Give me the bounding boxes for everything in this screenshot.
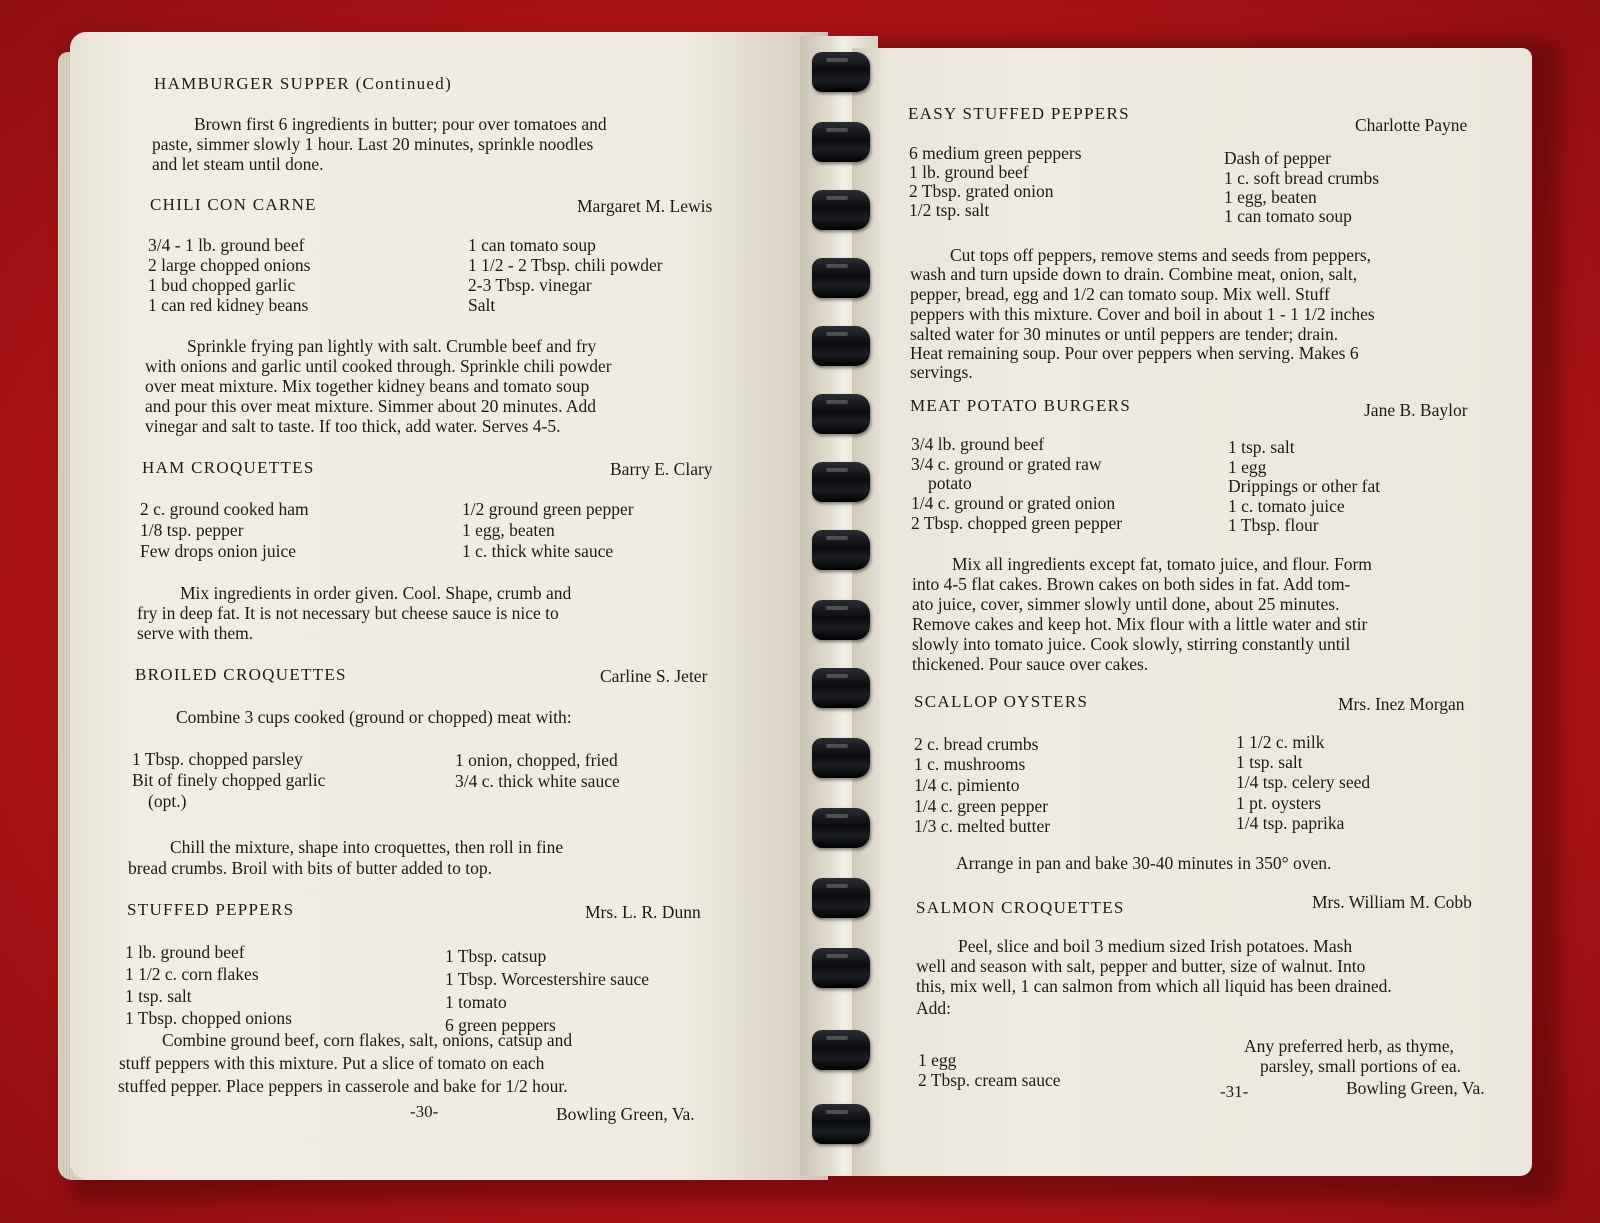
- recipe-title: BROILED CROQUETTES: [135, 665, 347, 684]
- recipe-author: Margaret M. Lewis: [577, 196, 713, 216]
- paragraph-line: peppers with this mixture. Cover and boil in about 1 - 1 1/2 inches: [910, 304, 1375, 324]
- ingredient: Salt: [468, 295, 496, 315]
- paragraph-line: and pour this over meat mixture. Simmer about 20 minutes. Add: [145, 396, 597, 416]
- ingredient: 3/4 c. thick white sauce: [455, 771, 620, 791]
- ingredient: Few drops onion juice: [140, 541, 297, 561]
- paragraph-line: Add:: [916, 998, 951, 1018]
- paragraph-line: ato juice, cover, simmer slowly until done, about 25 minutes.: [912, 594, 1340, 614]
- paragraph-line: Combine 3 cups cooked (ground or chopped) meat with:: [176, 707, 572, 727]
- recipe-title: HAM CROQUETTES: [142, 458, 315, 477]
- ingredient: 2 c. ground cooked ham: [140, 499, 309, 519]
- binding-coil: [812, 1104, 870, 1144]
- paragraph-line: thickened. Pour sauce over cakes.: [912, 654, 1149, 674]
- paragraph-line: Remove cakes and keep hot. Mix flour with a little water and stir: [912, 614, 1368, 634]
- ingredient: 1 lb. ground beef: [909, 162, 1029, 182]
- page-number: -30-: [410, 1102, 439, 1121]
- paragraph-line: Chill the mixture, shape into croquettes, then roll in fine: [170, 837, 564, 857]
- recipe-title: EASY STUFFED PEPPERS: [908, 104, 1130, 123]
- paragraph-line: stuffed pepper. Place peppers in casserole and bake for 1/2 hour.: [118, 1076, 568, 1096]
- left-page: [70, 32, 828, 1180]
- paragraph-line: Peel, slice and boil 3 medium sized Irish potatoes. Mash: [958, 936, 1353, 956]
- paragraph-line: serve with them.: [137, 623, 254, 643]
- recipe-author: Charlotte Payne: [1355, 115, 1468, 135]
- binding-coil: [812, 394, 870, 434]
- recipe-title: SCALLOP OYSTERS: [914, 692, 1089, 711]
- ingredient: 1 bud chopped garlic: [148, 275, 296, 295]
- paragraph-line: this, mix well, 1 can salmon from which all liquid has been drained.: [916, 976, 1392, 996]
- recipe-title: MEAT POTATO BURGERS: [910, 396, 1132, 415]
- paragraph-line: Brown first 6 ingredients in butter; pour over tomatoes and: [194, 114, 607, 134]
- ingredient: 1 tsp. salt: [125, 986, 192, 1006]
- ingredient: 1/8 tsp. pepper: [140, 520, 244, 540]
- ingredient: 1/4 tsp. paprika: [1236, 813, 1345, 833]
- ingredient: 1 tsp. salt: [1236, 752, 1303, 772]
- ingredient: 1 Tbsp. chopped onions: [125, 1008, 292, 1028]
- paragraph-line: over meat mixture. Mix together kidney beans and tomato soup: [145, 376, 590, 396]
- paragraph-line: well and season with salt, pepper and butter, size of walnut. Into: [916, 956, 1366, 976]
- recipe-author: Carline S. Jeter: [600, 666, 708, 686]
- ingredient: 1 c. soft bread crumbs: [1224, 168, 1380, 188]
- paragraph-line: Mix ingredients in order given. Cool. Shape, crumb and: [180, 583, 572, 603]
- ingredient: Dash of pepper: [1224, 148, 1331, 168]
- recipe-title: SALMON CROQUETTES: [916, 898, 1125, 917]
- ingredient: 2 Tbsp. chopped green pepper: [911, 513, 1123, 533]
- paragraph-line: Mix all ingredients except fat, tomato juice, and flour. Form: [952, 554, 1372, 574]
- ingredient: 1/4 c. green pepper: [914, 796, 1049, 816]
- binding-coil: [812, 878, 870, 918]
- ingredient: 1 Tbsp. chopped parsley: [132, 749, 303, 769]
- ingredient: 2 Tbsp. cream sauce: [918, 1070, 1061, 1090]
- ingredient: 2 c. bread crumbs: [914, 734, 1039, 754]
- ingredient: 1/4 c. pimiento: [914, 775, 1020, 795]
- ingredient: 2 large chopped onions: [148, 255, 311, 275]
- ingredient: Bit of finely chopped garlic: [132, 770, 326, 790]
- ingredient: 1 can tomato soup: [1224, 206, 1352, 226]
- ingredient: potato: [928, 473, 972, 493]
- ingredient: 1/4 c. ground or grated onion: [911, 493, 1116, 513]
- ingredient: 1 egg: [918, 1050, 957, 1070]
- paragraph-line: into 4-5 flat cakes. Brown cakes on both sides in fat. Add tom-: [912, 574, 1351, 594]
- ingredient: Drippings or other fat: [1228, 476, 1381, 496]
- binding-coil: [812, 530, 870, 570]
- binding-coil: [812, 258, 870, 298]
- recipe-author: Mrs. Inez Morgan: [1338, 694, 1465, 714]
- ingredient: 1/2 tsp. salt: [909, 200, 990, 220]
- paragraph-line: salted water for 30 minutes or until peppers are tender; drain.: [910, 324, 1339, 344]
- ingredient: 1 1/2 c. corn flakes: [125, 964, 259, 984]
- paragraph-line: Sprinkle frying pan lightly with salt. Crumble beef and fry: [187, 336, 597, 356]
- recipe-author: Jane B. Baylor: [1364, 400, 1468, 420]
- recipe-title: CHILI CON CARNE: [150, 195, 317, 214]
- ingredient: 1 can tomato soup: [468, 235, 596, 255]
- binding-coil: [812, 52, 870, 92]
- recipe-author: Barry E. Clary: [610, 459, 713, 479]
- ingredient: 6 green peppers: [445, 1015, 556, 1035]
- binding-coil: [812, 462, 870, 502]
- ingredient: 1 tomato: [445, 992, 507, 1012]
- ingredient: 2-3 Tbsp. vinegar: [468, 275, 592, 295]
- ingredient: 1 1/2 - 2 Tbsp. chili powder: [468, 255, 663, 275]
- ingredient: 3/4 - 1 lb. ground beef: [148, 235, 305, 255]
- continued-title: HAMBURGER SUPPER (Continued): [154, 74, 453, 93]
- paragraph-line: stuff peppers with this mixture. Put a slice of tomato on each: [119, 1053, 545, 1073]
- ingredient: 1 tsp. salt: [1228, 437, 1295, 457]
- ingredient: 6 medium green peppers: [909, 143, 1082, 163]
- ingredient: 1 c. tomato juice: [1228, 496, 1345, 516]
- ingredient: 1 pt. oysters: [1236, 793, 1322, 813]
- paragraph-line: Heat remaining soup. Pour over peppers when serving. Makes 6: [910, 343, 1359, 363]
- paragraph-line: with onions and garlic until cooked through. Sprinkle chili powder: [145, 356, 612, 376]
- location-footer: Bowling Green, Va.: [1346, 1078, 1485, 1098]
- ingredient: 1 can red kidney beans: [148, 295, 309, 315]
- binding-coil: [812, 326, 870, 366]
- paragraph-line: slowly into tomato juice. Cook slowly, stirring constantly until: [912, 634, 1351, 654]
- paragraph-line: Combine ground beef, corn flakes, salt, onions, catsup and: [162, 1030, 573, 1050]
- paragraph-line: Arrange in pan and bake 30-40 minutes in 350° oven.: [956, 853, 1332, 873]
- paragraph-line: Cut tops off peppers, remove stems and seeds from peppers,: [950, 245, 1372, 265]
- binding-coil: [812, 808, 870, 848]
- ingredient: 1 Tbsp. catsup: [445, 946, 547, 966]
- ingredient: parsley, small portions of ea.: [1260, 1056, 1462, 1076]
- recipe-title: STUFFED PEPPERS: [127, 900, 295, 919]
- ingredient: 1/2 ground green pepper: [462, 499, 634, 519]
- ingredient: 3/4 c. ground or grated raw: [911, 454, 1102, 474]
- binding-coil: [812, 948, 870, 988]
- ingredient: 1 Tbsp. flour: [1228, 515, 1319, 535]
- paragraph-line: vinegar and salt to taste. If too thick, add water. Serves 4-5.: [145, 416, 561, 436]
- paragraph-line: paste, simmer slowly 1 hour. Last 20 minutes, sprinkle noodles: [152, 134, 594, 154]
- paragraph-line: and let steam until done.: [152, 154, 324, 174]
- ingredient: 3/4 lb. ground beef: [911, 434, 1045, 454]
- binding-coil: [812, 668, 870, 708]
- ingredient: 2 Tbsp. grated onion: [909, 181, 1054, 201]
- paragraph-line: servings.: [910, 362, 973, 382]
- page-number: -31-: [1220, 1082, 1249, 1101]
- ingredient: 1 c. thick white sauce: [462, 541, 614, 561]
- ingredient: 1 egg, beaten: [1224, 187, 1317, 207]
- ingredient: 1/3 c. melted butter: [914, 816, 1051, 836]
- paragraph-line: bread crumbs. Broil with bits of butter added to top.: [128, 858, 493, 878]
- location-footer: Bowling Green, Va.: [556, 1104, 695, 1124]
- binding-coil: [812, 190, 870, 230]
- paragraph-line: fry in deep fat. It is not necessary but cheese sauce is nice to: [137, 603, 559, 623]
- paragraph-line: wash and turn upside down to drain. Combine meat, onion, salt,: [910, 264, 1358, 284]
- ingredient: 1 onion, chopped, fried: [455, 750, 618, 770]
- right-page: [852, 48, 1532, 1176]
- paragraph-line: pepper, bread, egg and 1/2 can tomato soup. Mix well. Stuff: [910, 284, 1330, 304]
- ingredient: Any preferred herb, as thyme,: [1244, 1036, 1454, 1056]
- ingredient: 1 egg: [1228, 457, 1267, 477]
- ingredient: (opt.): [148, 791, 187, 811]
- recipe-author: Mrs. William M. Cobb: [1312, 892, 1472, 912]
- ingredient: 1 Tbsp. Worcestershire sauce: [445, 969, 649, 989]
- ingredient: 1 lb. ground beef: [125, 942, 245, 962]
- ingredient: 1/4 tsp. celery seed: [1236, 772, 1371, 792]
- binding-coil: [812, 1030, 870, 1070]
- binding-coil: [812, 600, 870, 640]
- ingredient: 1 egg, beaten: [462, 520, 555, 540]
- ingredient: 1 1/2 c. milk: [1236, 732, 1325, 752]
- binding-coil: [812, 738, 870, 778]
- recipe-author: Mrs. L. R. Dunn: [585, 902, 701, 922]
- binding-coil: [812, 122, 870, 162]
- ingredient: 1 c. mushrooms: [914, 754, 1026, 774]
